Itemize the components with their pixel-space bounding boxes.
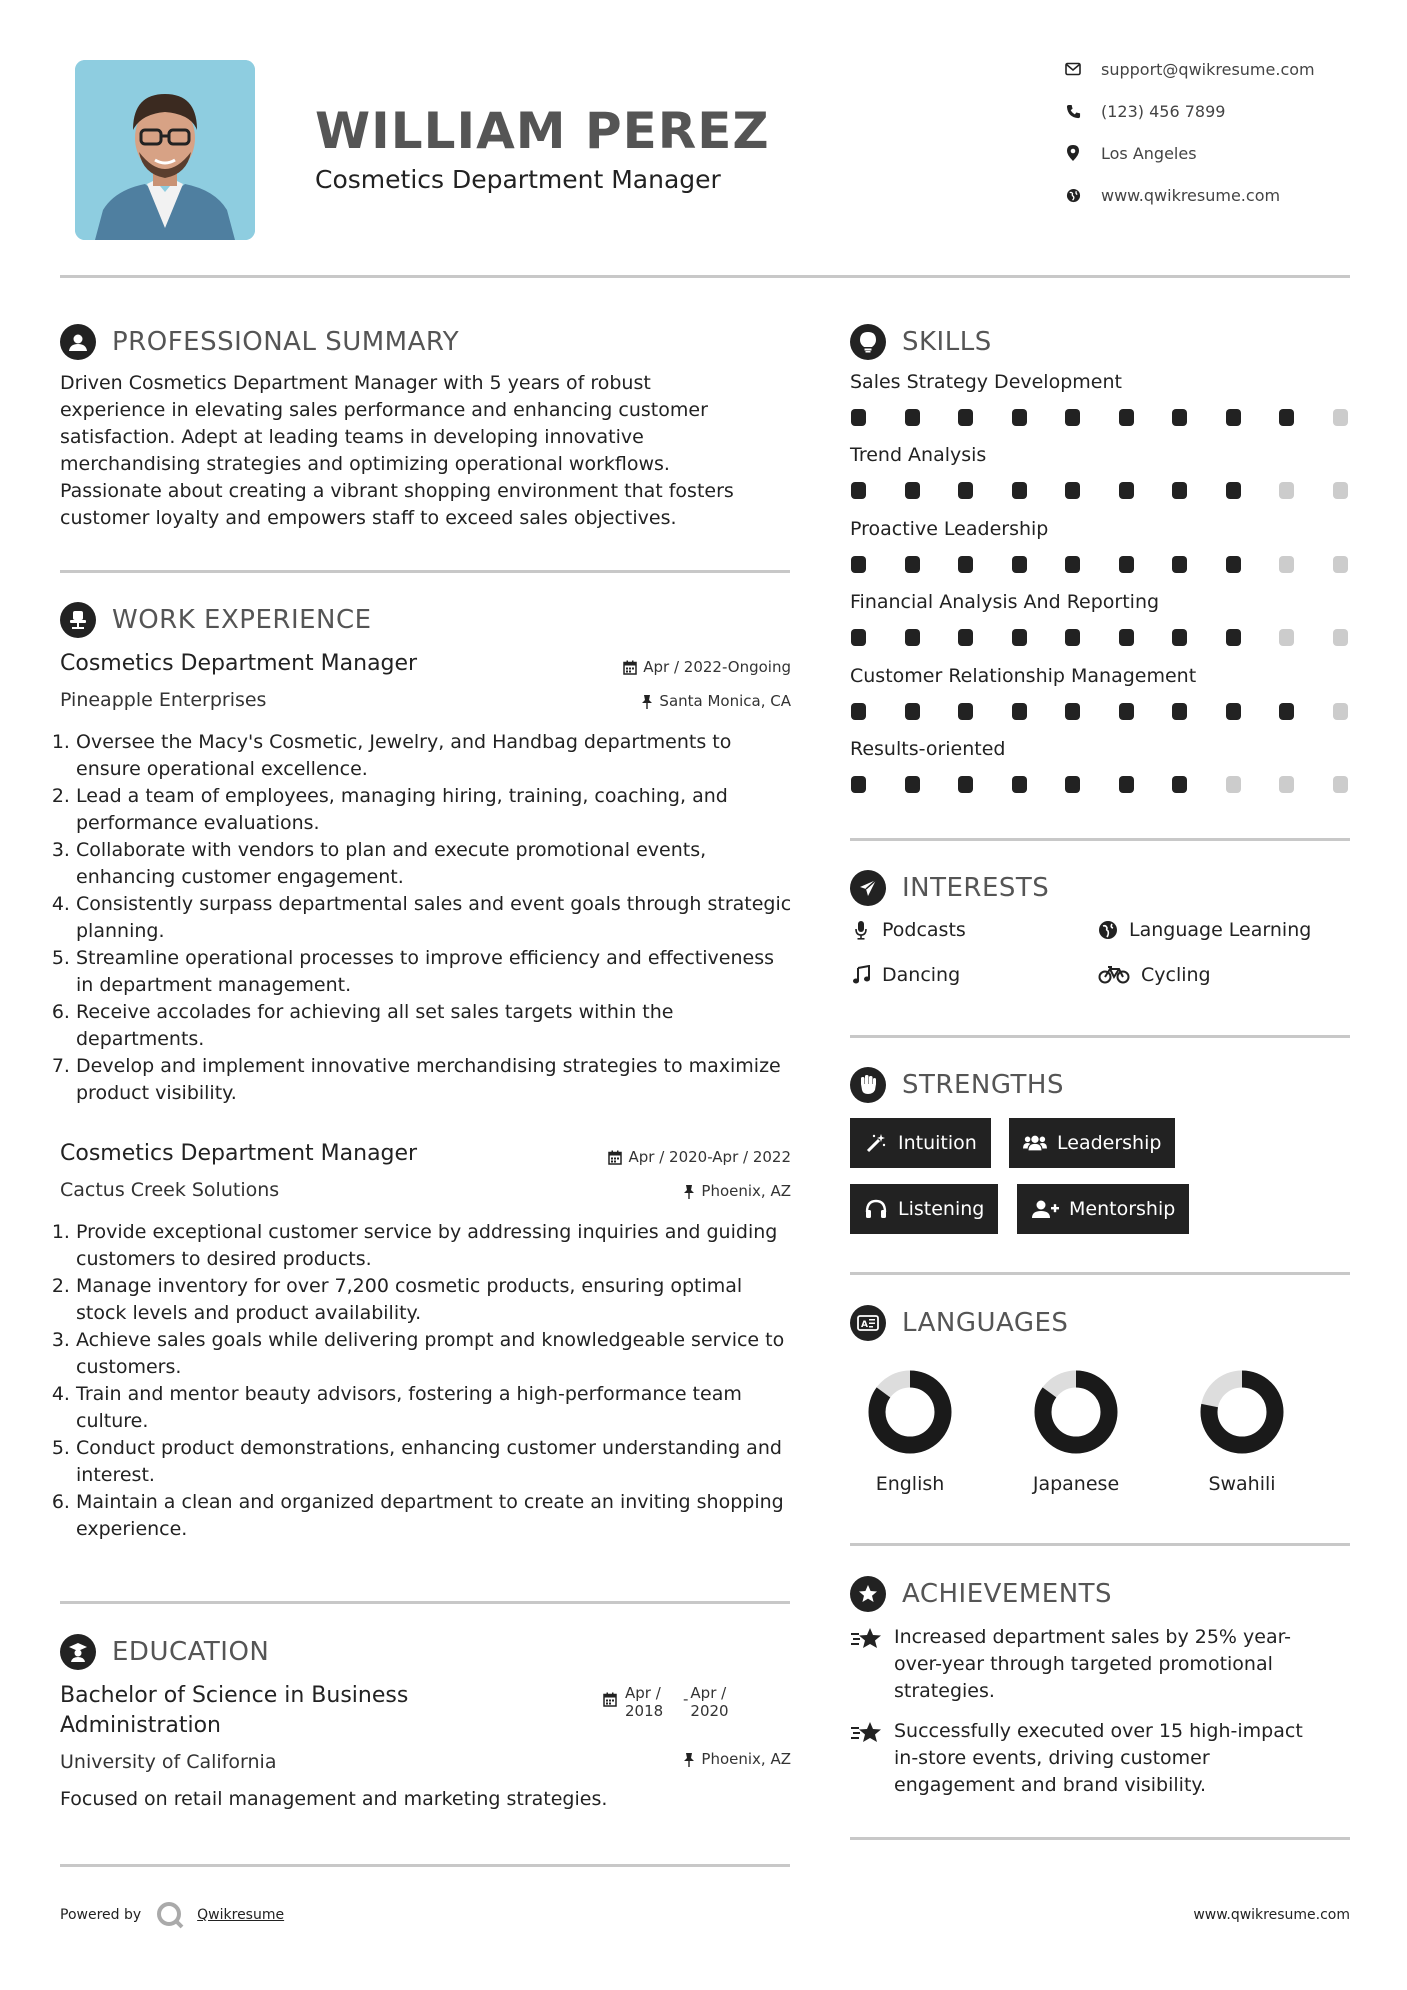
skill-dot-filled bbox=[1226, 556, 1241, 573]
degree bbox=[60, 1681, 408, 1741]
skill-level-dots bbox=[851, 556, 1348, 573]
phone-text: (123) 456 7899 bbox=[1101, 101, 1226, 121]
headphones-icon bbox=[864, 1198, 888, 1220]
skill-dot-empty bbox=[1333, 482, 1348, 499]
degree-line: Bachelor of Science in Business bbox=[60, 1683, 409, 1708]
language-donut bbox=[1031, 1367, 1121, 1461]
skill-dot-filled bbox=[905, 776, 920, 793]
education-start bbox=[625, 1684, 683, 1720]
duty-item: 5. Streamline operational processes to improve efficiency and effectiveness in department management. bbox=[76, 945, 797, 999]
skill-dot-filled bbox=[958, 703, 973, 720]
job-2-dates-text: Apr / 2020-Apr / 2022 bbox=[628, 1148, 791, 1166]
skills-header bbox=[850, 323, 992, 361]
skill-dot-filled bbox=[851, 703, 866, 720]
summary-line: experience in elevating sales performance and enhancing customer bbox=[60, 399, 708, 421]
strength-label: Mentorship bbox=[1069, 1198, 1176, 1220]
envelope-icon bbox=[1065, 61, 1081, 77]
strengths-divider bbox=[850, 1272, 1350, 1275]
job-1-title: Cosmetics Department Manager bbox=[60, 651, 418, 676]
education-start-year: 2018 bbox=[625, 1702, 664, 1720]
achievement-item bbox=[850, 1624, 1350, 1705]
skill-name: Sales Strategy Development bbox=[850, 371, 1122, 393]
interest-cycling bbox=[1097, 964, 1211, 986]
calendar-icon bbox=[603, 1692, 617, 1707]
job-2-title: Cosmetics Department Manager bbox=[60, 1141, 418, 1166]
skill-dot-empty bbox=[1226, 776, 1241, 793]
job-1-duties bbox=[57, 729, 797, 1107]
skill-dot-empty bbox=[1279, 629, 1294, 646]
raised-fist-icon bbox=[850, 1067, 886, 1103]
interest-label: Podcasts bbox=[882, 919, 966, 941]
interest-label: Cycling bbox=[1141, 964, 1211, 986]
footer-site-link[interactable]: www.qwikresume.com bbox=[1193, 1907, 1350, 1923]
skill-dot-filled bbox=[851, 776, 866, 793]
skill-dot-filled bbox=[851, 556, 866, 573]
website-text: www.qwikresume.com bbox=[1101, 185, 1281, 205]
interests-divider bbox=[850, 1035, 1350, 1038]
interest-dancing bbox=[850, 964, 960, 986]
skill-dot-empty bbox=[1333, 409, 1348, 426]
phone-icon bbox=[1065, 103, 1081, 119]
skill-dot-filled bbox=[1119, 703, 1134, 720]
job-2-location bbox=[683, 1182, 791, 1200]
job-2-duties bbox=[57, 1219, 797, 1543]
skill-dot-filled bbox=[1012, 482, 1027, 499]
duty-item: 2. Lead a team of employees, managing hiring, training, coaching, and performance evaluations. bbox=[76, 783, 797, 837]
work-title: WORK EXPERIENCE bbox=[112, 605, 372, 635]
language-donut bbox=[1197, 1367, 1287, 1461]
interest-label: Dancing bbox=[882, 964, 961, 986]
skill-level-dots bbox=[851, 629, 1348, 646]
skill-dot-filled bbox=[1012, 409, 1027, 426]
achievement-line: in-store events, driving customer bbox=[894, 1747, 1210, 1769]
duty-item: 2. Manage inventory for over 7,200 cosmetic products, ensuring optimal stock levels and product availability. bbox=[76, 1273, 797, 1327]
interest-label: Language Learning bbox=[1129, 919, 1312, 941]
interest-language-learning bbox=[1097, 919, 1311, 941]
skill-dot-filled bbox=[958, 629, 973, 646]
languages-header bbox=[850, 1304, 1068, 1342]
skill-name: Customer Relationship Management bbox=[850, 664, 1197, 687]
qwikresume-link[interactable]: Qwikresume bbox=[197, 1907, 285, 1923]
skill-dot-filled bbox=[1279, 703, 1294, 720]
skill-dot-empty bbox=[1279, 482, 1294, 499]
job-1-location bbox=[641, 692, 791, 710]
user-circle-icon bbox=[60, 324, 96, 360]
skill-dot-filled bbox=[905, 409, 920, 426]
skill-level-dots bbox=[851, 409, 1348, 426]
flying-star-icon bbox=[850, 1624, 884, 1652]
skill-dot-filled bbox=[905, 703, 920, 720]
duty-item: 5. Conduct product demonstrations, enhancing customer understanding and interest. bbox=[76, 1435, 797, 1489]
languages-title: LANGUAGES bbox=[902, 1308, 1069, 1338]
summary-line: Passionate about creating a vibrant shopping environment that fosters bbox=[60, 480, 734, 502]
skill-dot-filled bbox=[1226, 482, 1241, 499]
skill-dot-filled bbox=[1065, 629, 1080, 646]
skill-dot-filled bbox=[958, 556, 973, 573]
strength-leadership bbox=[1009, 1118, 1175, 1168]
education-title: EDUCATION bbox=[112, 1637, 270, 1667]
star-badge-icon bbox=[850, 1576, 886, 1612]
skill-dot-filled bbox=[1119, 409, 1134, 426]
summary-divider bbox=[60, 570, 790, 573]
skill-name: Trend Analysis bbox=[850, 444, 987, 467]
contact-location bbox=[1065, 141, 1197, 165]
duty-item: 3. Collaborate with vendors to plan and execute promotional events, enhancing customer engagement. bbox=[76, 837, 797, 891]
summary-header bbox=[60, 323, 459, 361]
profile-photo bbox=[75, 60, 255, 240]
skill-dot-filled bbox=[905, 482, 920, 499]
languages-divider bbox=[850, 1543, 1350, 1546]
language-card-icon bbox=[850, 1305, 886, 1341]
strength-mentorship bbox=[1017, 1184, 1189, 1234]
duty-item: 6. Receive accolades for achieving all set sales targets within the departments. bbox=[76, 999, 797, 1053]
achievements-title: ACHIEVEMENTS bbox=[902, 1579, 1113, 1609]
job-1-company: Pineapple Enterprises bbox=[60, 689, 267, 711]
skill-dot-empty bbox=[1279, 556, 1294, 573]
date-separator: - bbox=[683, 1690, 689, 1708]
contact-website[interactable] bbox=[1065, 183, 1280, 207]
contact-email[interactable] bbox=[1065, 57, 1315, 81]
summary-text bbox=[60, 370, 800, 532]
user-plus-icon bbox=[1031, 1198, 1059, 1220]
strengths-header bbox=[850, 1066, 1064, 1104]
skill-dot-filled bbox=[1226, 409, 1241, 426]
skill-dot-filled bbox=[1279, 409, 1294, 426]
duty-item: 7. Develop and implement innovative merchandising strategies to maximize product visibility. bbox=[76, 1053, 797, 1107]
skill-dot-filled bbox=[1065, 556, 1080, 573]
skill-dot-filled bbox=[958, 776, 973, 793]
summary-line: customer loyalty and empowers staff to exceed sales objectives. bbox=[60, 507, 677, 529]
strength-label: Listening bbox=[898, 1198, 985, 1220]
duty-item: 1. Provide exceptional customer service by addressing inquiries and guiding customers to desired products. bbox=[76, 1219, 797, 1273]
interest-podcasts bbox=[850, 919, 966, 941]
pushpin-icon bbox=[683, 1184, 695, 1199]
skills-title: SKILLS bbox=[902, 327, 992, 357]
job-2-dates bbox=[608, 1148, 791, 1166]
skill-dot-filled bbox=[851, 482, 866, 499]
work-header bbox=[60, 601, 372, 639]
svg-text:A: A bbox=[861, 1320, 868, 1330]
summary-line: Driven Cosmetics Department Manager with 5 years of robust bbox=[60, 372, 651, 394]
map-pin-icon bbox=[1065, 145, 1081, 161]
education-end-year: 2020 bbox=[690, 1702, 729, 1720]
skill-dot-filled bbox=[1172, 482, 1187, 499]
strength-intuition bbox=[850, 1118, 991, 1168]
skill-dot-filled bbox=[1012, 776, 1027, 793]
duty-item: 4. Consistently surpass departmental sales and event goals through strategic planning. bbox=[76, 891, 797, 945]
strengths-title: STRENGTHS bbox=[902, 1070, 1064, 1100]
skill-dot-filled bbox=[1065, 409, 1080, 426]
skill-dot-filled bbox=[1065, 776, 1080, 793]
language-label: Japanese bbox=[1032, 1473, 1120, 1495]
skill-level-dots bbox=[851, 776, 1348, 793]
achievements-divider bbox=[850, 1837, 1350, 1840]
skill-dot-filled bbox=[1119, 776, 1134, 793]
globe-icon bbox=[1065, 187, 1081, 203]
skill-dot-filled bbox=[1119, 482, 1134, 499]
graduate-icon bbox=[60, 1634, 96, 1670]
summary-line: merchandising strategies and optimizing operational workflows. bbox=[60, 453, 670, 475]
skill-dot-filled bbox=[1226, 703, 1241, 720]
achievement-line: engagement and brand visibility. bbox=[894, 1774, 1206, 1796]
skill-dot-empty bbox=[1279, 776, 1294, 793]
skill-dot-filled bbox=[905, 556, 920, 573]
school-name: University of California bbox=[60, 1751, 277, 1773]
achievement-line: over-year through targeted promotional bbox=[894, 1653, 1273, 1675]
music-note-icon bbox=[850, 964, 872, 986]
job-1-dates bbox=[623, 658, 791, 676]
skill-dot-filled bbox=[1012, 556, 1027, 573]
education-end bbox=[690, 1684, 728, 1720]
flying-star-icon bbox=[850, 1718, 884, 1746]
duty-item: 1. Oversee the Macy's Cosmetic, Jewelry, and Handbag departments to ensure operational excellence. bbox=[76, 729, 797, 783]
duty-item: 6. Maintain a clean and organized department to create an inviting shopping experience. bbox=[76, 1489, 797, 1543]
job-2-company: Cactus Creek Solutions bbox=[60, 1179, 280, 1201]
education-header bbox=[60, 1633, 269, 1671]
achievement-line: strategies. bbox=[894, 1680, 995, 1702]
achievement-item bbox=[850, 1718, 1350, 1799]
summary-line: satisfaction. Adept at leading teams in developing innovative bbox=[60, 426, 644, 448]
skill-dot-filled bbox=[1119, 629, 1134, 646]
skill-name: Results-oriented bbox=[850, 738, 1006, 760]
job-1-location-text: Santa Monica, CA bbox=[659, 692, 791, 710]
education-end-month: Apr / bbox=[690, 1684, 727, 1702]
strength-listening bbox=[850, 1184, 998, 1234]
achievement-text bbox=[894, 1624, 1291, 1705]
header-divider bbox=[60, 275, 1350, 278]
skill-dot-filled bbox=[1012, 629, 1027, 646]
users-icon bbox=[1023, 1132, 1047, 1154]
education-dates bbox=[603, 1684, 729, 1720]
job-1-dates-text: Apr / 2022-Ongoing bbox=[643, 658, 791, 676]
skills-divider bbox=[850, 838, 1350, 841]
interests-header bbox=[850, 869, 1049, 907]
skill-dot-filled bbox=[1226, 629, 1241, 646]
education-location-text: Phoenix, AZ bbox=[701, 1750, 791, 1768]
skill-dot-filled bbox=[1172, 703, 1187, 720]
globe-icon bbox=[1097, 919, 1119, 941]
skill-dot-filled bbox=[958, 409, 973, 426]
calendar-icon bbox=[623, 660, 637, 675]
skill-dot-filled bbox=[1172, 409, 1187, 426]
skill-dot-filled bbox=[958, 482, 973, 499]
skill-dot-empty bbox=[1333, 776, 1348, 793]
skill-dot-filled bbox=[1065, 703, 1080, 720]
microphone-icon bbox=[850, 919, 872, 941]
duty-item: 4. Train and mentor beauty advisors, fostering a high-performance team culture. bbox=[76, 1381, 797, 1435]
education-start-month: Apr / bbox=[625, 1684, 661, 1702]
powered-by-text: Powered by bbox=[60, 1907, 142, 1923]
qwikresume-logo-icon bbox=[155, 1900, 185, 1930]
skill-dot-empty bbox=[1333, 556, 1348, 573]
candidate-name: WILLIAM PEREZ bbox=[315, 102, 770, 160]
skill-dot-filled bbox=[1172, 556, 1187, 573]
briefcase-chair-icon bbox=[60, 602, 96, 638]
skill-dot-filled bbox=[1172, 629, 1187, 646]
education-divider bbox=[60, 1864, 790, 1867]
duty-item: 3. Achieve sales goals while delivering prompt and knowledgeable service to customers. bbox=[76, 1327, 797, 1381]
education-note: Focused on retail management and marketing strategies. bbox=[60, 1788, 608, 1810]
pushpin-icon bbox=[641, 694, 653, 709]
skill-dot-filled bbox=[1065, 482, 1080, 499]
paper-plane-icon bbox=[850, 870, 886, 906]
skill-dot-filled bbox=[1119, 556, 1134, 573]
work-divider bbox=[60, 1601, 790, 1604]
skill-name: Financial Analysis And Reporting bbox=[850, 591, 1160, 614]
interests-title: INTERESTS bbox=[902, 873, 1050, 903]
skill-dot-filled bbox=[905, 629, 920, 646]
candidate-title: Cosmetics Department Manager bbox=[315, 165, 721, 194]
skill-dot-filled bbox=[851, 629, 866, 646]
skill-level-dots bbox=[851, 482, 1348, 499]
achievement-line: Successfully executed over 15 high-impact bbox=[894, 1720, 1303, 1742]
achievements-header bbox=[850, 1575, 1112, 1613]
email-text: support@qwikresume.com bbox=[1101, 59, 1315, 79]
lightbulb-icon bbox=[850, 324, 886, 360]
strength-label: Intuition bbox=[898, 1132, 977, 1154]
skill-dot-filled bbox=[1172, 776, 1187, 793]
skill-dot-filled bbox=[851, 409, 866, 426]
skill-dot-empty bbox=[1333, 703, 1348, 720]
language-donut bbox=[865, 1367, 955, 1461]
summary-title: PROFESSIONAL SUMMARY bbox=[112, 327, 460, 357]
achievement-text bbox=[894, 1718, 1303, 1799]
skill-level-dots bbox=[851, 703, 1348, 720]
degree-line: Administration bbox=[60, 1713, 221, 1738]
education-location bbox=[683, 1750, 791, 1768]
location-text: Los Angeles bbox=[1101, 143, 1197, 163]
job-2-location-text: Phoenix, AZ bbox=[701, 1182, 791, 1200]
skill-dot-empty bbox=[1333, 629, 1348, 646]
contact-phone[interactable] bbox=[1065, 99, 1225, 123]
bicycle-icon bbox=[1097, 964, 1131, 986]
magic-wand-icon bbox=[864, 1132, 888, 1154]
calendar-icon bbox=[608, 1150, 622, 1165]
footer-powered-by bbox=[60, 1900, 284, 1930]
strength-label: Leadership bbox=[1057, 1132, 1162, 1154]
language-label: English bbox=[875, 1473, 945, 1495]
skill-name: Proactive Leadership bbox=[850, 517, 1049, 540]
skill-dot-filled bbox=[1012, 703, 1027, 720]
pushpin-icon bbox=[683, 1752, 695, 1767]
achievement-line: Increased department sales by 25% year- bbox=[894, 1626, 1292, 1648]
language-label: Swahili bbox=[1208, 1473, 1276, 1495]
